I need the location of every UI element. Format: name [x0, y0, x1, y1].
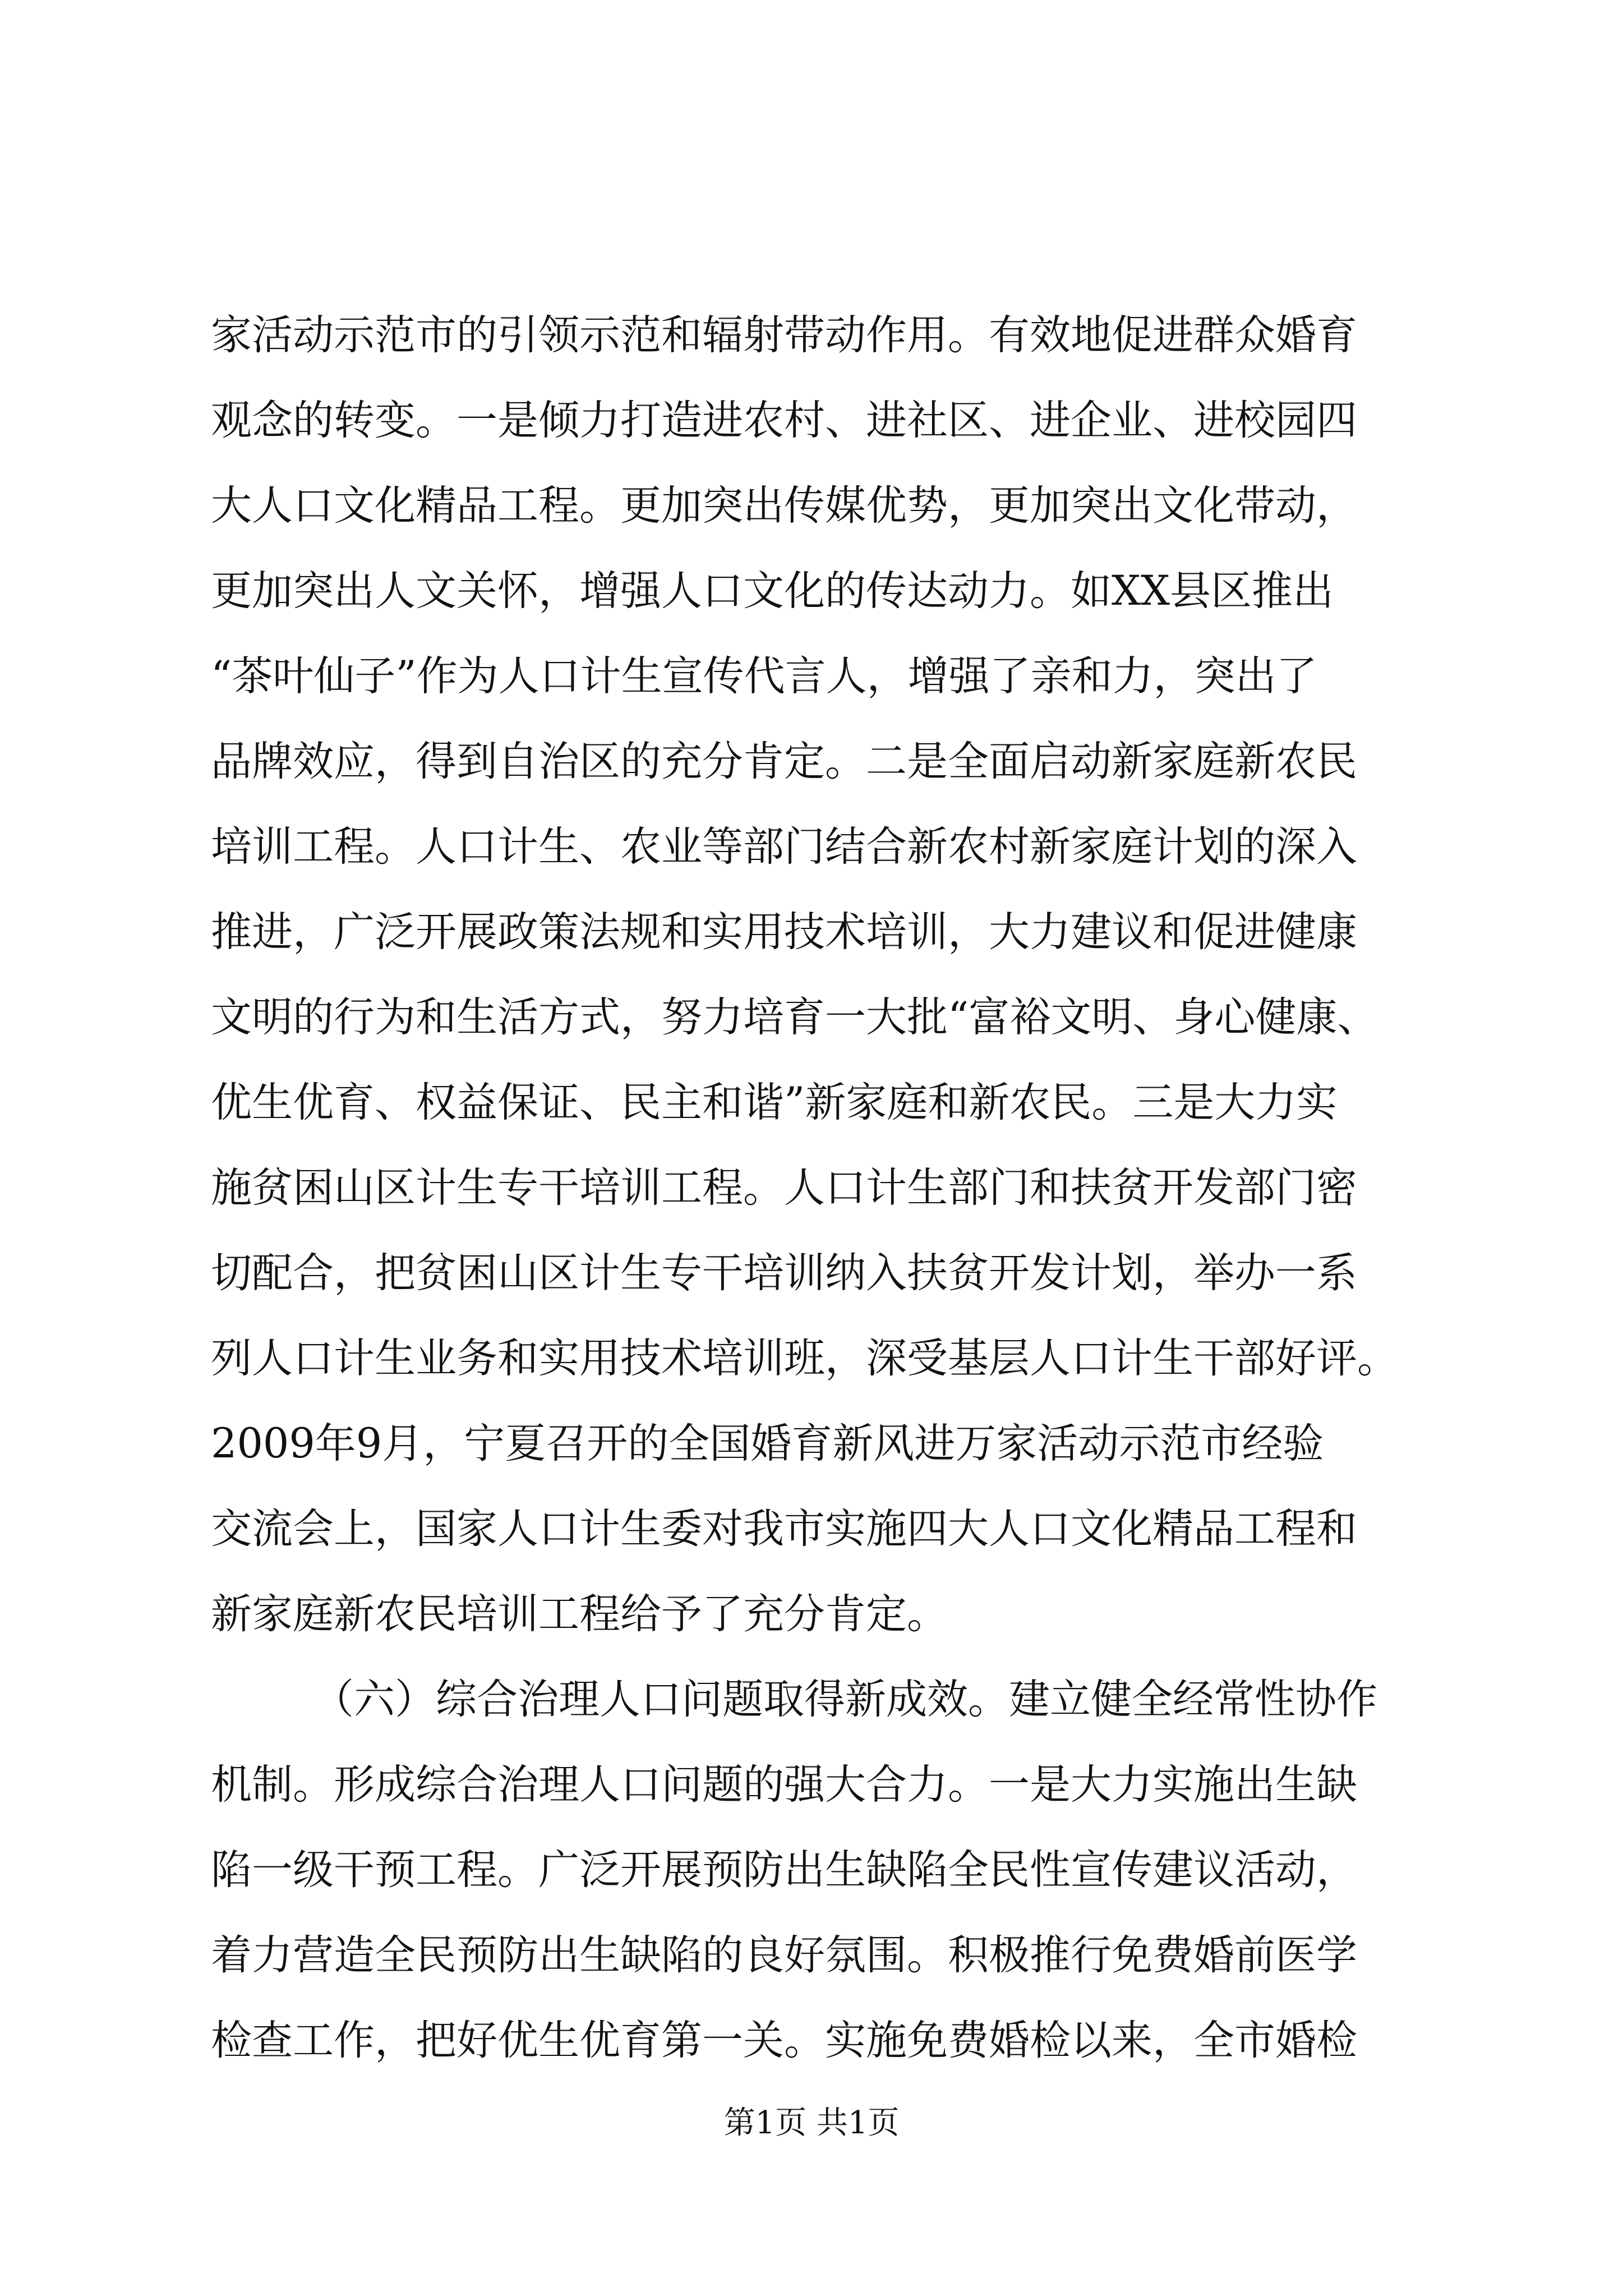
text-line-3: 大人口文化精品工程。更加突出传媒优势，更加突出文化带动， — [211, 482, 1357, 530]
paragraph-six-first-line: （六）综合治理人口问题取得新成效。建立健全经常性协作 — [313, 1676, 1377, 1723]
text-line-8: 推进，广泛开展政策法规和实用技术培训，大力建议和促进健康 — [211, 908, 1357, 956]
text-line-18: 机制。形成综合治理人口问题的强大合力。一是大力实施出生缺 — [211, 1761, 1357, 1809]
text-line-9: 文明的行为和生活方式，努力培育一大批“富裕文明、身心健康、 — [211, 993, 1378, 1041]
page-footer: 第1页 共1页 — [723, 2105, 900, 2141]
text-line-19: 陷一级干预工程。广泛开展预防出生缺陷全民性宣传建议活动， — [211, 1846, 1357, 1894]
text-line-12: 切配合，把贫困山区计生专干培训纳入扶贫开发计划，举办一系 — [211, 1249, 1357, 1297]
text-line-13: 列人口计生业务和实用技术培训班，深受基层人口计生干部好评。 — [211, 1335, 1398, 1382]
text-line-4: 更加突出人文关怀，增强人口文化的传达动力。如XX县区推出 — [211, 567, 1334, 615]
text-line-21: 检查工作，把好优生优育第一关。实施免费婚检以来，全市婚检 — [211, 2017, 1357, 2064]
text-line-14: 2009年9月，宁夏召开的全国婚育新风进万家活动示范市经验 — [211, 1420, 1324, 1467]
text-line-10: 优生优育、权益保证、民主和谐”新家庭和新农民。三是大力实 — [211, 1079, 1338, 1126]
text-line-5: “茶叶仙子”作为人口计生宣传代言人，增强了亲和力，突出了 — [211, 652, 1317, 700]
text-line-11: 施贫困山区计生专干培训工程。人口计生部门和扶贫开发部门密 — [211, 1164, 1357, 1212]
text-line-20: 着力营造全民预防出生缺陷的良好氛围。积极推行免费婚前医学 — [211, 1931, 1357, 1979]
text-line-1: 家活动示范市的引领示范和辐射带动作用。有效地促进群众婚育 — [211, 311, 1357, 359]
text-line-6: 品牌效应，得到自治区的充分肯定。二是全面启动新家庭新农民 — [211, 738, 1357, 785]
text-line-7: 培训工程。人口计生、农业等部门结合新农村新家庭计划的深入 — [211, 823, 1357, 871]
text-line-2: 观念的转变。一是倾力打造进农村、进社区、进企业、进校园四 — [211, 397, 1357, 444]
text-line-15: 交流会上，国家人口计生委对我市实施四大人口文化精品工程和 — [211, 1505, 1357, 1553]
text-line-16: 新家庭新农民培训工程给予了充分肯定。 — [211, 1590, 948, 1638]
